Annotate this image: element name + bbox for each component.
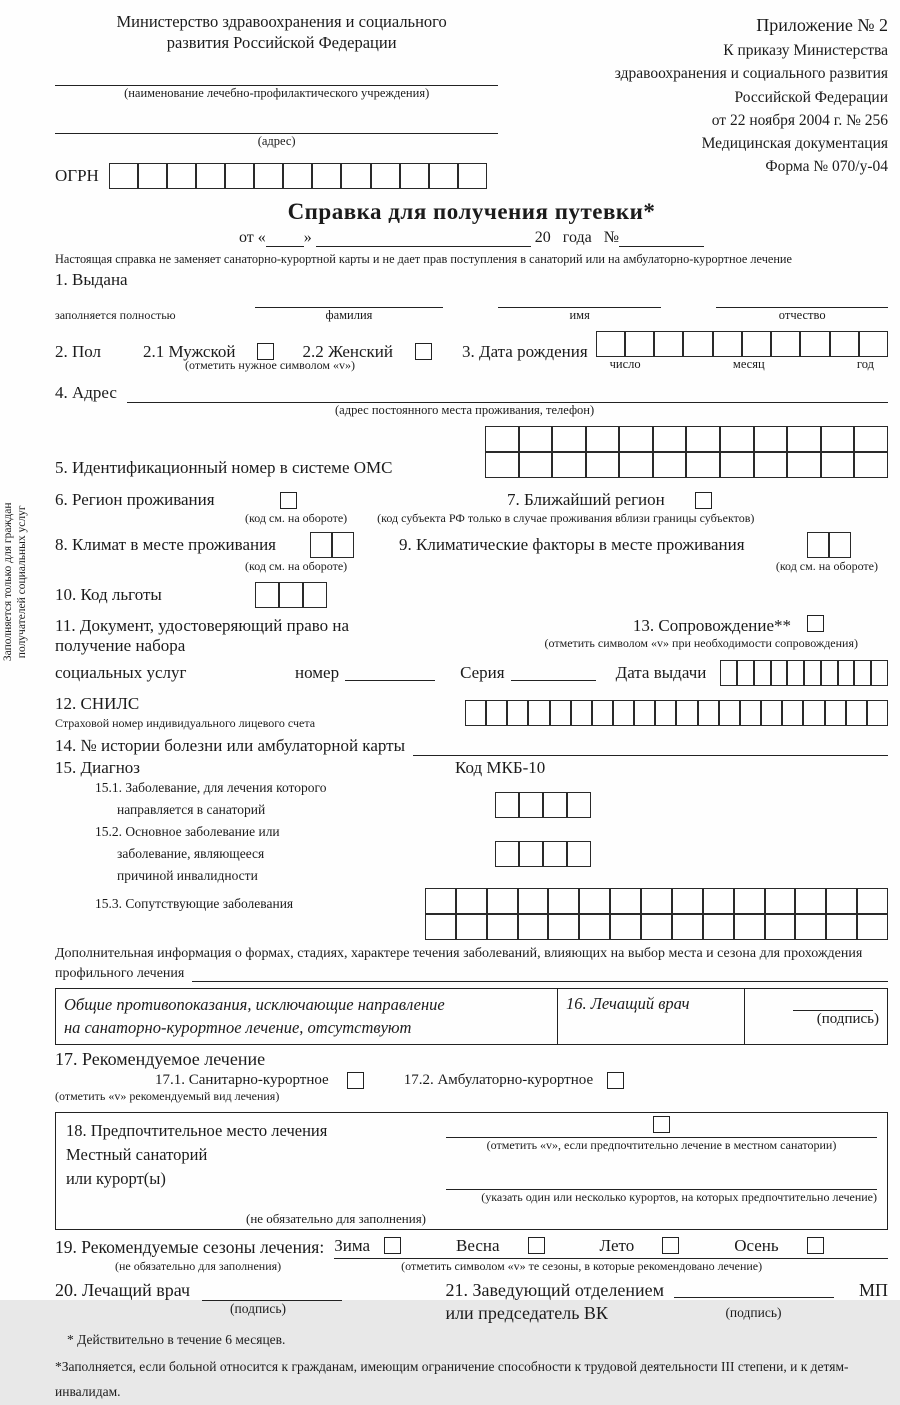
section-19 (55, 1236, 888, 1274)
s15-label: 15. Диагноз (55, 758, 141, 778)
box-cell[interactable] (754, 660, 771, 686)
ambulatory-checkbox[interactable] (607, 1072, 624, 1089)
box-cell[interactable] (720, 452, 754, 478)
s2-note: (отметить нужное символом «v») (185, 358, 355, 373)
box-cell[interactable] (800, 331, 829, 357)
s15-2-line1: 15.2. Основное заболевание или (95, 824, 280, 840)
section-14 (55, 736, 888, 756)
box-cell[interactable] (519, 452, 553, 478)
s9-label: 9. Климатические факторы в месте проживания (399, 535, 745, 555)
box-cell[interactable] (830, 331, 859, 357)
box-cell[interactable] (686, 426, 720, 452)
box-cell[interactable] (740, 700, 761, 726)
s20-sign-caption: (подпись) (230, 1300, 287, 1316)
male-label: 2.1 Мужской (143, 341, 236, 361)
season-spring-checkbox[interactable] (528, 1237, 545, 1254)
box-cell[interactable] (486, 700, 507, 726)
ogrn-label: ОГРН (55, 166, 99, 186)
footnote-2: *Заполняется, если больной относится к гражданам, имеющим ограничение способности к трудовой деятельности III степени, и к детям-инвалидам. (55, 1358, 849, 1400)
box-cell[interactable] (803, 700, 824, 726)
box-cell[interactable] (795, 914, 826, 940)
box-cell[interactable] (655, 700, 676, 726)
box-cell[interactable] (857, 914, 888, 940)
box-cell[interactable] (787, 452, 821, 478)
header-left (55, 8, 498, 189)
s8-label: 8. Климат в месте проживания (55, 535, 276, 555)
s19-label: 19. Рекомендуемые сезоны лечения: (55, 1236, 325, 1257)
surname-blank[interactable] (255, 292, 443, 308)
box-cell[interactable] (641, 914, 672, 940)
s18-note2: (указать один или несколько курортов, на которых предпочтительно лечение) (481, 1189, 877, 1204)
box-cell[interactable] (610, 914, 641, 940)
s17-note: (отметить «v» рекомендуемый вид лечения) (55, 1088, 280, 1103)
s4-label: 4. Адрес (55, 383, 117, 403)
box-cell[interactable] (596, 331, 625, 357)
box-cell[interactable] (854, 660, 871, 686)
season-autumn-label: Осень (734, 1235, 779, 1255)
box-cell[interactable] (610, 888, 641, 914)
s4-note: (адрес постоянного места проживания, телефон) (335, 403, 595, 418)
box-cell[interactable] (821, 660, 838, 686)
local-sanatorium-checkbox[interactable] (653, 1116, 670, 1133)
box-cell[interactable] (771, 660, 788, 686)
subtitle-note: Настоящая справка не заменяет санаторно-курортной карты и не дает прав поступления в санаторий или на амбулаторно-курортное лечение (55, 252, 792, 267)
s19-note1: (не обязательно для заполнения) (115, 1258, 282, 1273)
box-cell[interactable] (485, 426, 519, 452)
box-cell[interactable] (754, 426, 788, 452)
box-cell[interactable] (854, 452, 888, 478)
mp-stamp-label: МП (858, 1279, 888, 1300)
box-cell[interactable] (138, 163, 167, 189)
box-cell[interactable] (625, 331, 654, 357)
box-cell[interactable] (619, 426, 653, 452)
box-cell[interactable] (550, 700, 571, 726)
head-of-dept-blank[interactable] (674, 1282, 834, 1298)
box-cell[interactable] (543, 792, 567, 818)
box-cell[interactable] (795, 888, 826, 914)
s15-2-line3: причиной инвалидности (117, 868, 258, 884)
doc-number-label: номер (295, 663, 340, 683)
header (55, 8, 888, 189)
box-cell[interactable] (765, 888, 796, 914)
s1-note: заполняется полностью (55, 308, 176, 323)
sanatorium-checkbox[interactable] (347, 1072, 364, 1089)
box-cell[interactable] (519, 841, 543, 867)
section-6-7 (55, 490, 888, 510)
box-cell[interactable] (825, 700, 846, 726)
section-1 (55, 270, 888, 323)
box-cell[interactable] (465, 700, 486, 726)
s18-line1: 18. Предпочтительное место лечения (66, 1120, 328, 1140)
s17-label: 17. Рекомендуемое лечение (55, 1048, 266, 1069)
appendix-line: Приложение № 2 (756, 15, 888, 35)
s15-1-line2: направляется в санаторий (117, 802, 266, 818)
date-quote-close: » (303, 229, 312, 247)
s7-label: 7. Ближайший регион (507, 490, 665, 510)
extra-info-blank[interactable] (192, 966, 888, 982)
s15-3-label: 15.3. Сопутствующие заболевания (95, 896, 294, 912)
box-cell[interactable] (586, 426, 620, 452)
contra-line2: на санаторно-курортное лечение, отсутствуют (64, 1017, 412, 1037)
sign-caption: (подпись) (816, 1011, 879, 1028)
s11-line2: получение набора (55, 636, 186, 656)
box-cell[interactable] (425, 914, 456, 940)
box-cell[interactable] (518, 888, 549, 914)
box-cell[interactable] (761, 700, 782, 726)
box-cell[interactable] (857, 888, 888, 914)
box-cell[interactable] (567, 841, 591, 867)
box-cell[interactable] (859, 331, 888, 357)
box-cell[interactable] (400, 163, 429, 189)
surname-caption: фамилия (325, 308, 373, 323)
section-15-1 (55, 780, 888, 818)
date-day-blank[interactable] (266, 231, 304, 247)
box-cell[interactable] (754, 452, 788, 478)
box-cell[interactable] (703, 888, 734, 914)
box-cell[interactable] (279, 582, 303, 608)
s18-note1: (отметить «v», если предпочтительно лечение в местном санатории) (486, 1137, 837, 1152)
box-cell[interactable] (737, 660, 754, 686)
box-cell[interactable] (787, 660, 804, 686)
box-cell[interactable] (485, 452, 519, 478)
s7-note: (код субъекта РФ только в случае проживания вблизи границы субъектов) (377, 511, 755, 526)
side-note (2, 463, 30, 701)
date-number-blank[interactable] (619, 231, 704, 247)
s5-label: 5. Идентификационный номер в системе ОМС (55, 458, 393, 478)
s16-label: 16. Лечащий врач (558, 989, 745, 1044)
box-cell[interactable] (698, 700, 719, 726)
s12-note: Страховой номер индивидуального лицевого счета (55, 716, 316, 731)
appendix-line: от 22 ноября 2004 г. № 256 (711, 111, 888, 129)
box-cell[interactable] (254, 163, 283, 189)
climate-boxes[interactable] (310, 532, 354, 558)
box-cell[interactable] (487, 914, 518, 940)
box-cell[interactable] (429, 163, 458, 189)
box-cell[interactable] (854, 426, 888, 452)
concomitant-grid[interactable] (425, 888, 888, 940)
box-cell[interactable] (742, 331, 771, 357)
date-number-sign: № (603, 229, 619, 247)
s1-label: 1. Выдана (55, 270, 128, 290)
contraindications-table (55, 988, 888, 1045)
box-cell[interactable] (765, 914, 796, 940)
box-cell[interactable] (720, 426, 754, 452)
season-winter-checkbox[interactable] (384, 1237, 401, 1254)
patronymic-blank[interactable] (716, 292, 888, 308)
box-cell[interactable] (821, 452, 855, 478)
box-cell[interactable] (838, 660, 855, 686)
box-cell[interactable] (807, 532, 829, 558)
s18-line2: Местный санаторий (66, 1144, 208, 1164)
month-caption: месяц (732, 357, 765, 372)
box-cell[interactable] (487, 888, 518, 914)
appendix-line: Форма № 070/у-04 (765, 158, 888, 176)
box-cell[interactable] (458, 163, 487, 189)
history-number-blank[interactable] (413, 740, 888, 756)
birthdate-boxes[interactable] (596, 331, 888, 357)
s20-label: 20. Лечащий врач (55, 1279, 191, 1300)
s21-label: 21. Заведующий отделением (445, 1279, 664, 1300)
box-cell[interactable] (371, 163, 400, 189)
doc-issue-label: Дата выдачи (615, 663, 707, 683)
box-cell[interactable] (312, 163, 341, 189)
season-spring-label: Весна (456, 1235, 500, 1255)
box-cell[interactable] (255, 582, 279, 608)
box-cell[interactable] (613, 700, 634, 726)
section-8-9 (55, 532, 888, 558)
box-cell[interactable] (519, 792, 543, 818)
box-cell[interactable] (495, 841, 519, 867)
s13-note: (отметить символом «v» при необходимости сопровождения) (544, 636, 858, 651)
snils-boxes[interactable] (465, 700, 888, 726)
season-summer-label: Лето (599, 1235, 635, 1255)
s2-label: 2. Пол (55, 341, 102, 361)
box-cell[interactable] (619, 452, 653, 478)
box-cell[interactable] (672, 914, 703, 940)
box-cell[interactable] (303, 582, 327, 608)
address-blank-line[interactable] (55, 113, 498, 134)
box-cell[interactable] (567, 792, 591, 818)
section-18-box (55, 1112, 888, 1230)
box-cell[interactable] (196, 163, 225, 189)
box-cell[interactable] (543, 841, 567, 867)
appendix-line: Медицинская документация (701, 135, 888, 152)
box-cell[interactable] (579, 914, 610, 940)
box-cell[interactable] (592, 700, 613, 726)
s17-1-label: 17.1. Санитарно-курортное (155, 1071, 329, 1088)
firstname-caption: имя (569, 308, 590, 323)
box-cell[interactable] (548, 914, 579, 940)
date-from-label: от « (239, 229, 266, 247)
box-cell[interactable] (579, 888, 610, 914)
section-5 (55, 426, 888, 478)
doc-number-blank[interactable] (345, 665, 435, 681)
season-summer-checkbox[interactable] (662, 1237, 679, 1254)
ministry-title: Министерство здравоохранения и социального развития Российской Федерации (116, 12, 447, 52)
box-cell[interactable] (310, 532, 332, 558)
box-cell[interactable] (826, 888, 857, 914)
box-cell[interactable] (653, 452, 687, 478)
box-cell[interactable] (846, 700, 867, 726)
appendix-line: здравоохранения и социального развития (614, 65, 888, 83)
s12-label: 12. СНИЛС (55, 694, 140, 714)
s9-note: (код см. на обороте) (775, 559, 878, 574)
firstname-blank[interactable] (498, 292, 661, 308)
institution-blank-line[interactable] (55, 65, 498, 86)
box-cell[interactable] (734, 888, 765, 914)
s19-note2: (отметить символом «v» те сезоны, в которые рекомендовано лечение) (401, 1258, 763, 1273)
box-cell[interactable] (654, 331, 683, 357)
box-cell[interactable] (283, 163, 312, 189)
doctor-sign-blank[interactable] (793, 995, 873, 1011)
side-note-line2: получателей социальных услуг (16, 505, 28, 659)
box-cell[interactable] (653, 426, 687, 452)
box-cell[interactable] (867, 700, 888, 726)
s21-label2: или председатель ВК (445, 1302, 608, 1323)
form-title: Справка для получения путевки* (287, 199, 656, 225)
section-12 (55, 694, 888, 732)
mkb-code-1-boxes[interactable] (495, 792, 591, 818)
year-caption: год (856, 357, 874, 372)
mkb-label: Код МКБ-10 (455, 758, 546, 778)
extra-info-line2: профильного лечения (55, 966, 185, 982)
address-field-blank[interactable] (127, 387, 888, 403)
contra-line1: Общие противопоказания, исключающие направление (64, 995, 445, 1015)
s15-2-line2: заболевание, являющееся (117, 846, 265, 862)
date-year-prefix: 20 (534, 229, 551, 247)
s10-label: 10. Код льготы (55, 585, 162, 605)
box-cell[interactable] (683, 331, 712, 357)
s11-line3: социальных услуг (55, 663, 187, 683)
box-cell[interactable] (676, 700, 697, 726)
box-cell[interactable] (634, 700, 655, 726)
s14-label: 14. № истории болезни или амбулаторной карты (55, 736, 405, 756)
box-cell[interactable] (519, 426, 553, 452)
box-cell[interactable] (552, 452, 586, 478)
extra-info (55, 946, 888, 982)
season-winter-label: Зима (334, 1235, 371, 1255)
box-cell[interactable] (703, 914, 734, 940)
date-line (55, 229, 888, 247)
box-cell[interactable] (686, 452, 720, 478)
footnote-1: * Действительно в течение 6 месяцев. (67, 1331, 286, 1347)
box-cell[interactable] (495, 792, 519, 818)
box-cell[interactable] (552, 426, 586, 452)
section-10 (55, 582, 888, 608)
nearest-region-checkbox[interactable] (695, 492, 712, 509)
season-autumn-checkbox[interactable] (807, 1237, 824, 1254)
accompaniment-checkbox[interactable] (807, 615, 824, 632)
side-note-line1: Заполняется только для граждан (2, 502, 15, 662)
box-cell[interactable] (829, 532, 851, 558)
section-15 (55, 758, 888, 778)
footnotes (55, 1332, 888, 1405)
s18-note3: (не обязательно для заполнения) (246, 1210, 427, 1226)
ogrn-boxes[interactable] (109, 163, 487, 189)
privilege-code-boxes[interactable] (255, 582, 327, 608)
box-cell[interactable] (109, 163, 138, 189)
s6-note: (код см. на обороте) (245, 511, 348, 526)
box-cell[interactable] (425, 888, 456, 914)
date-month-blank[interactable] (316, 231, 531, 247)
box-cell[interactable] (734, 914, 765, 940)
box-cell[interactable] (456, 888, 487, 914)
box-cell[interactable] (571, 700, 592, 726)
s18-line3: или курорт(ы) (66, 1168, 166, 1188)
box-cell[interactable] (586, 452, 620, 478)
s3-label: 3. Дата рождения (461, 341, 588, 361)
appendix-line: Российской Федерации (734, 88, 888, 106)
s13-label: 13. Сопровождение** (632, 616, 791, 636)
mkb-code-2-boxes[interactable] (495, 841, 591, 867)
box-cell[interactable] (672, 888, 703, 914)
box-cell[interactable] (341, 163, 370, 189)
s8-note: (код см. на обороте) (245, 559, 348, 574)
box-cell[interactable] (771, 331, 800, 357)
box-cell[interactable] (720, 660, 737, 686)
extra-info-line1: Дополнительная информация о формах, стадиях, характере течения заболеваний, влияющих на выбор места и сезона для прохождения (55, 946, 863, 962)
box-cell[interactable] (826, 914, 857, 940)
section-20-21 (55, 1280, 888, 1324)
box-cell[interactable] (871, 660, 888, 686)
institution-caption: (наименование лечебно-профилактического учреждения) (124, 86, 430, 101)
box-cell[interactable] (167, 163, 196, 189)
s17-2-label: 17.2. Амбулаторно-курортное (403, 1071, 594, 1088)
female-checkbox[interactable] (415, 343, 432, 360)
section-17 (55, 1049, 888, 1104)
box-cell[interactable] (782, 700, 803, 726)
box-cell[interactable] (641, 888, 672, 914)
box-cell[interactable] (518, 914, 549, 940)
box-cell[interactable] (787, 426, 821, 452)
climate-factors-boxes[interactable] (807, 532, 851, 558)
s15-1-line1: 15.1. Заболевание, для лечения которого (95, 780, 327, 796)
section-15-3 (55, 888, 888, 940)
section-4 (55, 383, 888, 403)
female-label: 2.2 Женский (302, 341, 393, 361)
doc-series-blank[interactable] (511, 665, 596, 681)
section-11-13 (55, 616, 888, 686)
day-caption: число (609, 357, 641, 372)
oms-number-grid[interactable] (485, 426, 888, 478)
box-cell[interactable] (332, 532, 354, 558)
attending-doctor-blank[interactable] (202, 1285, 342, 1301)
section-15-2 (55, 824, 888, 884)
s6-label: 6. Регион проживания (55, 490, 215, 510)
appendix-line: К приказу Министерства (723, 42, 888, 59)
box-cell[interactable] (719, 700, 740, 726)
address-caption: (адрес) (257, 134, 296, 149)
region-checkbox[interactable] (280, 492, 297, 509)
box-cell[interactable] (821, 426, 855, 452)
box-cell[interactable] (456, 914, 487, 940)
doc-issue-date-boxes[interactable] (720, 660, 888, 686)
box-cell[interactable] (225, 163, 254, 189)
s11-line1: 11. Документ, удостоверяющий право на (55, 616, 350, 636)
doc-series-label: Серия (460, 663, 505, 683)
header-right (498, 8, 888, 189)
box-cell[interactable] (548, 888, 579, 914)
box-cell[interactable] (528, 700, 549, 726)
s21-sign-caption: (подпись) (725, 1305, 782, 1321)
date-year-word: года (562, 229, 592, 247)
patronymic-caption: отчество (778, 308, 826, 323)
box-cell[interactable] (507, 700, 528, 726)
box-cell[interactable] (804, 660, 821, 686)
box-cell[interactable] (713, 331, 742, 357)
